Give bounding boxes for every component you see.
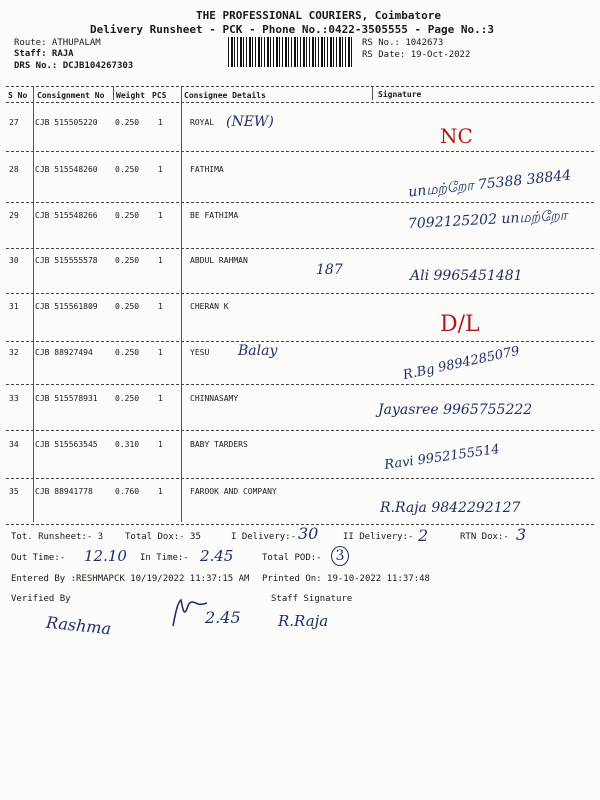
- row-note: 187: [316, 262, 343, 278]
- staff-signature: R.Raja: [278, 612, 329, 630]
- rs-number: RS No.: 1042673: [362, 38, 444, 48]
- row-consignee: CHERAN K: [190, 302, 229, 311]
- row-consignment: CJB 88927494: [35, 348, 93, 357]
- row-weight: 0.250: [115, 165, 140, 174]
- divider: [6, 151, 594, 152]
- in-time-value: 2.45: [200, 547, 234, 565]
- divider: [6, 341, 594, 342]
- rtn-dox-label: RTN Dox:-: [460, 532, 509, 542]
- row-consignment: CJB 515578931: [35, 394, 98, 403]
- divider: [6, 86, 594, 87]
- row-sno: 34: [9, 440, 19, 449]
- row-consignment: CJB 515563545: [35, 440, 98, 449]
- row-signature: Ravi 9952155514: [383, 441, 501, 474]
- out-time-label: Out Time:-: [11, 553, 66, 563]
- row-sno: 29: [9, 211, 19, 220]
- printed-on: Printed On: 19-10-2022 11:37:48: [262, 574, 430, 584]
- staff-name: Staff: RAJA: [14, 49, 74, 59]
- row-sno: 27: [9, 118, 19, 127]
- row-sno: 28: [9, 165, 19, 174]
- row-weight: 0.250: [115, 256, 140, 265]
- verifier-signature: Rashma: [45, 612, 113, 639]
- row-consignee: CHINNASAMY: [190, 394, 239, 403]
- divider: [6, 384, 594, 385]
- entered-by: Entered By :RESHMAPCK 10/19/2022 11:37:15 AM: [11, 574, 250, 584]
- out-time-value: 12.10: [84, 547, 127, 565]
- drs-number: DRS No.: DCJB104267303: [14, 61, 134, 71]
- row-consignment: CJB 88941778: [35, 487, 93, 496]
- table-row: [0, 118, 600, 164]
- divider: [6, 202, 594, 203]
- row-weight: 0.310: [115, 440, 140, 449]
- row-pcs: 1: [158, 487, 163, 496]
- row-pcs: 1: [158, 211, 163, 220]
- row-pcs: 1: [158, 256, 163, 265]
- rtn-dox-value: 3: [516, 525, 527, 544]
- company-title: THE PROFESSIONAL COURIERS, Coimbatore: [196, 9, 442, 22]
- row-weight: 0.250: [115, 118, 140, 127]
- runsheet-subtitle: Delivery Runsheet - PCK - Phone No.:0422-3505555 - Page No.:3: [90, 23, 494, 36]
- row-signature: 7092125202 unமற்றோ: [407, 207, 568, 233]
- col-pcs: PCS: [152, 91, 167, 100]
- row-weight: 0.250: [115, 302, 140, 311]
- row-consignment: CJB 515548266: [35, 211, 98, 220]
- total-pod-value: 3: [331, 546, 349, 566]
- divider: [6, 248, 594, 249]
- ii-delivery-value: 2: [418, 526, 429, 545]
- row-consignee: YESU: [190, 348, 210, 357]
- row-signature: NC: [440, 124, 473, 148]
- barcode: [228, 37, 352, 67]
- i-delivery-value: 30: [298, 524, 319, 543]
- rs-date: RS Date: 19-Oct-2022: [362, 50, 471, 60]
- row-sno: 31: [9, 302, 19, 311]
- row-consignee: FATHIMA: [190, 165, 224, 174]
- initials-signature: [170, 596, 210, 630]
- route: Route: ATHUPALAM: [14, 38, 101, 48]
- col-signature: Signature: [378, 90, 422, 99]
- row-consignment: CJB 515505220: [35, 118, 98, 127]
- row-sno: 35: [9, 487, 19, 496]
- row-signature: Ali 9965451481: [410, 268, 523, 284]
- row-sno: 30: [9, 256, 19, 265]
- verified-by-label: Verified By: [11, 594, 71, 604]
- divider: [6, 478, 594, 479]
- row-pcs: 1: [158, 440, 163, 449]
- row-consignee: ABDUL RAHMAN: [190, 256, 248, 265]
- col-details: Consignee Details: [184, 91, 266, 100]
- row-consignee: ROYAL: [190, 118, 215, 127]
- grid-line: [372, 86, 373, 100]
- staff-signature-label: Staff Signature: [271, 594, 353, 604]
- row-pcs: 1: [158, 394, 163, 403]
- col-weight: Weight: [116, 91, 145, 100]
- row-pcs: 1: [158, 302, 163, 311]
- row-weight: 0.760: [115, 487, 140, 496]
- row-consignment: CJB 515561809: [35, 302, 98, 311]
- i-delivery-label: I Delivery:-: [231, 532, 297, 542]
- row-consignee: BABY TARDERS: [190, 440, 248, 449]
- divider: [6, 102, 594, 103]
- divider: [6, 430, 594, 431]
- row-pcs: 1: [158, 118, 163, 127]
- divider: [6, 293, 594, 294]
- total-dox: Total Dox:- 35: [125, 532, 201, 542]
- col-sno: S No: [8, 91, 28, 100]
- row-signature: D/L: [440, 312, 480, 337]
- row-consignment: CJB 515548260: [35, 165, 98, 174]
- row-weight: 0.250: [115, 348, 140, 357]
- row-signature: unமற்றோ 75388 38844: [407, 167, 572, 201]
- row-note: (NEW): [226, 114, 274, 130]
- total-runsheet: Tot. Runsheet:- 3: [11, 532, 104, 542]
- row-pcs: 1: [158, 348, 163, 357]
- row-consignee: BE FATHIMA: [190, 211, 239, 220]
- row-weight: 0.250: [115, 211, 140, 220]
- col-consignment: Consignment No: [37, 91, 105, 100]
- row-consignee: FAROOK AND COMPANY: [190, 487, 277, 496]
- total-pod-label: Total POD:-: [262, 553, 322, 563]
- row-signature: R.Bg 9894285079: [401, 343, 521, 384]
- ii-delivery-label: II Delivery:-: [343, 532, 414, 542]
- row-consignment: CJB 515555578: [35, 256, 98, 265]
- table-row: [0, 440, 600, 486]
- row-note: Balay: [238, 343, 278, 359]
- time-signature: 2.45: [205, 608, 241, 627]
- row-signature: R.Raja 9842292127: [380, 500, 521, 516]
- row-weight: 0.250: [115, 394, 140, 403]
- row-sno: 32: [9, 348, 19, 357]
- row-pcs: 1: [158, 165, 163, 174]
- row-sno: 33: [9, 394, 19, 403]
- grid-line: [113, 86, 114, 100]
- row-signature: Jayasree 9965755222: [378, 402, 533, 418]
- in-time-label: In Time:-: [140, 553, 189, 563]
